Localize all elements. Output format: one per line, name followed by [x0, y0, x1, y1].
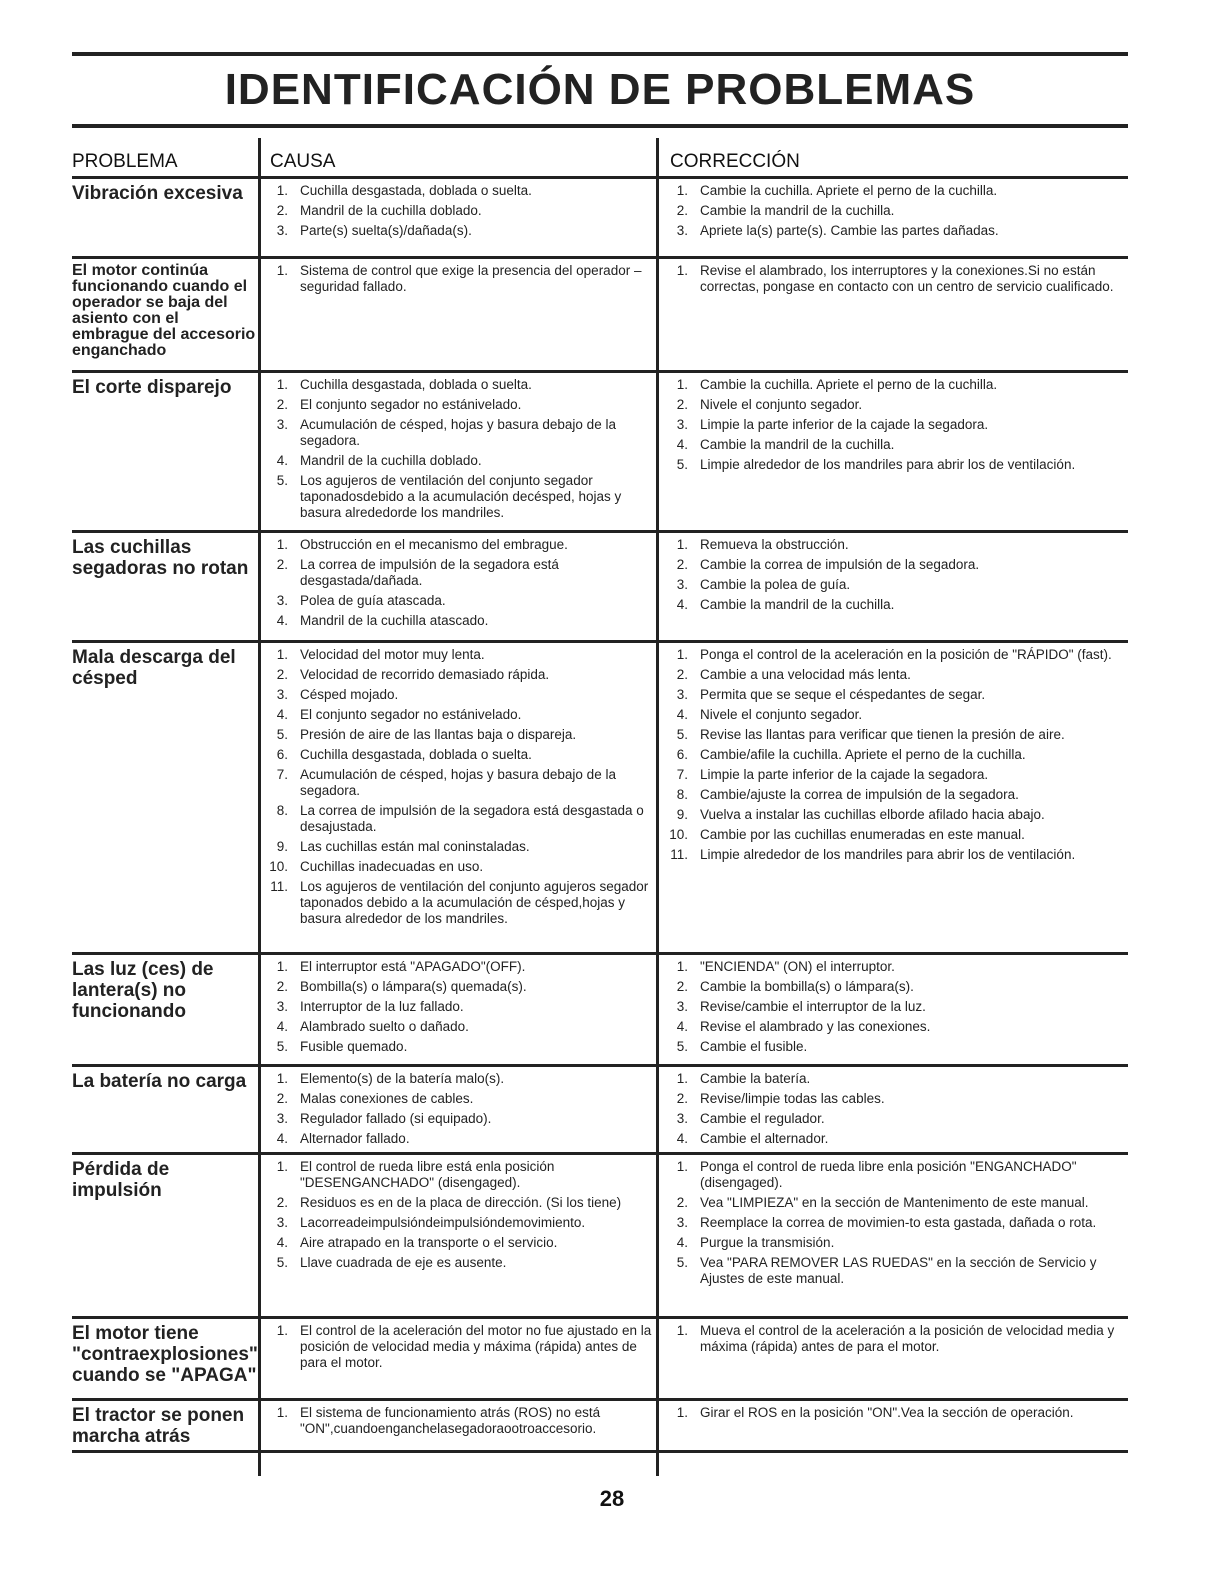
fix-item: 4. Revise el alambrado y las conexiones. [666, 1019, 1124, 1035]
fix-text: Vea "LIMPIEZA" en la sección de Mantenimento de este manual. [700, 1195, 1089, 1210]
fix-list [658, 259, 1128, 370]
fix-item: 3. Limpie la parte inferior de la cajade la segadora. [666, 417, 1124, 433]
fix-item: 1. Ponga el control de rueda libre enla posición "ENGANCHADO"(disengaged). [666, 1159, 1124, 1191]
fix-item: 2. Revise/limpie todas las cables. [666, 1091, 1124, 1107]
cause-text: Alambrado suelto o dañado. [300, 1019, 469, 1034]
fix-item: 4. Purgue la transmisión. [666, 1235, 1124, 1251]
cause-item: 7. Acumulación de césped, hojas y basura debajo de la segadora. [266, 767, 652, 799]
cause-item: 4. Mandril de la cuchilla atascado. [266, 613, 652, 629]
cause-item: 4. Alambrado suelto o dañado. [266, 1019, 652, 1035]
cause-text: Residuos es en de la placa de dirección. (Si los tiene) [300, 1195, 622, 1210]
cause-text: El control de la aceleración del motor no fue ajustado en la posición de velocidad media y máxima (rápida) antes de para el motor. [300, 1323, 652, 1370]
fix-item: 1. Revise el alambrado, los interruptores y la conexiones.Si no están correctas, pongase en contacto con un centro de servicio cualificado. [666, 263, 1124, 295]
fix-text: Revise las llantas para verificar que tienen la presión de aire. [700, 727, 1065, 742]
fix-list [658, 1155, 1128, 1316]
cause-text: Acumulación de césped, hojas y basura debajo de la segadora. [300, 417, 616, 448]
fix-text: Cambie a una velocidad más lenta. [700, 667, 911, 682]
table-row [72, 1319, 1128, 1401]
fix-text: Cambie la batería. [700, 1071, 811, 1086]
fix-text: Limpie la parte inferior de la cajade la segadora. [700, 417, 989, 432]
cause-text: Sistema de control que exige la presencia del operador –seguridad fallado. [300, 263, 642, 294]
fix-item: 3. Cambie la polea de guía. [666, 577, 1124, 593]
cause-text: Los agujeros de ventilación del conjunto segador taponadosdebido a la acumulación decésped, hojas y basura alrededorde los mandriles. [300, 473, 622, 520]
fix-item: 9. Vuelva a instalar las cuchillas elborde afilado hacia abajo. [666, 807, 1124, 823]
cause-text: Parte(s) suelta(s)/dañada(s). [300, 223, 472, 238]
fix-text: Nivele el conjunto segador. [700, 707, 863, 722]
fix-text: Nivele el conjunto segador. [700, 397, 863, 412]
fix-text: Cambie la polea de guía. [700, 577, 851, 592]
cause-text: Cuchillas inadecuadas en uso. [300, 859, 484, 874]
cause-item: 1. El interruptor está "APAGADO"(OFF). [266, 959, 652, 975]
fix-list [658, 955, 1128, 1064]
fix-item: 3. Apriete la(s) parte(s). Cambie las partes dañadas. [666, 223, 1124, 239]
fix-item: 1. Cambie la batería. [666, 1071, 1124, 1087]
cause-item: 2. El conjunto segador no estánivelado. [266, 397, 652, 413]
header-cause: CAUSA [270, 151, 336, 172]
cause-item: 1. Sistema de control que exige la presencia del operador –seguridad fallado. [266, 263, 652, 295]
cause-item: 5. Los agujeros de ventilación del conjunto segador taponadosdebido a la acumulación decésped, hojas y basura alrededorde los mandriles. [266, 473, 652, 521]
problem-label: Vibración excesiva [72, 183, 243, 204]
fix-text: Apriete la(s) parte(s). Cambie las partes dañadas. [700, 223, 999, 238]
fix-item: 7. Limpie la parte inferior de la cajade la segadora. [666, 767, 1124, 783]
cause-item: 1. Cuchilla desgastada, doblada o suelta. [266, 183, 652, 199]
cause-text: Los agujeros de ventilación del conjunto agujeros segador taponados debido a la acumulación de césped,hojas y basura alrededor de los mandriles. [300, 879, 649, 926]
cause-list [258, 533, 658, 640]
fix-text: Permita que se seque el céspedantes de segar. [700, 687, 986, 702]
cause-text: Malas conexiones de cables. [300, 1091, 474, 1106]
cause-list [258, 179, 658, 256]
fix-item: 8. Cambie/ajuste la correa de impulsión de la segadora. [666, 787, 1124, 803]
column-divider [656, 138, 659, 1476]
fix-item: 2. Nivele el conjunto segador. [666, 397, 1124, 413]
cause-list [258, 1401, 658, 1450]
cause-item: 3. Acumulación de césped, hojas y basura debajo de la segadora. [266, 417, 652, 449]
fix-text: Cambie la mandril de la cuchilla. [700, 203, 895, 218]
cause-list [258, 643, 658, 952]
table-row [72, 643, 1128, 955]
cause-text: La correa de impulsión de la segadora está desgastada o desajustada. [300, 803, 644, 834]
cause-text: Velocidad del motor muy lenta. [300, 647, 485, 662]
fix-text: Mueva el control de la aceleración a la posición de velocidad media y máxima (rápida) antes de para el motor. [700, 1323, 1115, 1354]
cause-item: 4. Aire atrapado en la transporte o el servicio. [266, 1235, 652, 1251]
table-body [72, 179, 1128, 1453]
fix-text: Limpie alrededor de los mandriles para abrir los de ventilación. [700, 847, 1076, 862]
header-problem: PROBLEMA [72, 151, 178, 172]
table-row [72, 1067, 1128, 1155]
cause-item: 1. Cuchilla desgastada, doblada o suelta. [266, 377, 652, 393]
cause-item: 2. La correa de impulsión de la segadora está desgastada/dañada. [266, 557, 652, 589]
cause-item: 4. Mandril de la cuchilla doblado. [266, 453, 652, 469]
fix-item: 5. Revise las llantas para verificar que tienen la presión de aire. [666, 727, 1124, 743]
fix-list [658, 1319, 1128, 1398]
cause-item: 2. Malas conexiones de cables. [266, 1091, 652, 1107]
title-band [72, 52, 1128, 128]
problem-label: El corte disparejo [72, 377, 232, 398]
cause-item: 2. Residuos es en de la placa de dirección. (Si los tiene) [266, 1195, 652, 1211]
header-fix: CORRECCIÓN [670, 151, 800, 172]
cause-text: Las cuchillas están mal coninstaladas. [300, 839, 530, 854]
cause-text: Obstrucción en el mecanismo del embrague. [300, 537, 568, 552]
page-title: IDENTIFICACIÓN DE PROBLEMAS [224, 65, 976, 114]
problem-label: Las cuchillas segadoras no rotan [72, 537, 249, 579]
cause-text: Cuchilla desgastada, doblada o suelta. [300, 377, 532, 392]
problem-label: El motor tiene "contraexplosiones" cuando se "APAGA" [72, 1323, 258, 1386]
cause-item: 1. Elemento(s) de la batería malo(s). [266, 1071, 652, 1087]
problem-label: El tractor se ponen marcha atrás [72, 1405, 245, 1447]
cause-text: Fusible quemado. [300, 1039, 408, 1054]
fix-text: Cambie el alternador. [700, 1131, 829, 1146]
cause-item: 1. Obstrucción en el mecanismo del embrague. [266, 537, 652, 553]
fix-text: Reemplace la correa de movimien-to esta gastada, dañada o rota. [700, 1215, 1097, 1230]
cause-text: El conjunto segador no estánivelado. [300, 707, 522, 722]
cause-item: 2. Mandril de la cuchilla doblado. [266, 203, 652, 219]
fix-text: Cambie la cuchilla. Apriete el perno de la cuchilla. [700, 377, 998, 392]
cause-text: Mandril de la cuchilla doblado. [300, 453, 482, 468]
problem-label: Pérdida de impulsión [72, 1159, 170, 1201]
cause-text: Césped mojado. [300, 687, 399, 702]
problem-label: Las luz (ces) de lantera(s) no funcionando [72, 959, 214, 1022]
fix-text: Limpie la parte inferior de la cajade la segadora. [700, 767, 989, 782]
cause-item: 2. Bombilla(s) o lámpara(s) quemada(s). [266, 979, 652, 995]
table-row [72, 533, 1128, 643]
fix-item: 2. Cambie la bombilla(s) o lámpara(s). [666, 979, 1124, 995]
fix-text: Revise/limpie todas las cables. [700, 1091, 885, 1106]
fix-text: Ponga el control de la aceleración en la posición de "RÁPIDO" (fast). [700, 647, 1112, 662]
fix-item: 3. Revise/cambie el interruptor de la luz. [666, 999, 1124, 1015]
cause-list [258, 955, 658, 1064]
table-row [72, 955, 1128, 1067]
cause-text: Lacorreadeimpulsióndeimpulsióndemovimiento. [300, 1215, 586, 1230]
fix-item: 5. Cambie el fusible. [666, 1039, 1124, 1055]
fix-text: Cambie la mandril de la cuchilla. [700, 437, 895, 452]
fix-text: Cambie la bombilla(s) o lámpara(s). [700, 979, 914, 994]
fix-item: 5. Vea "PARA REMOVER LAS RUEDAS" en la sección de Servicio y Ajustes de este manual. [666, 1255, 1124, 1287]
cause-item: 3. Regulador fallado (si equipado). [266, 1111, 652, 1127]
fix-item: 1. Cambie la cuchilla. Apriete el perno de la cuchilla. [666, 183, 1124, 199]
fix-item: 1. Remueva la obstrucción. [666, 537, 1124, 553]
fix-text: Revise el alambrado y las conexiones. [700, 1019, 931, 1034]
fix-item: 1. Girar el ROS en la posición "ON".Vea la sección de operación. [666, 1405, 1124, 1421]
cause-text: El interruptor está "APAGADO"(OFF). [300, 959, 526, 974]
fix-text: Cambie/afile la cuchilla. Apriete el perno de la cuchilla. [700, 747, 1026, 762]
cause-item: 8. La correa de impulsión de la segadora está desgastada o desajustada. [266, 803, 652, 835]
cause-text: El control de rueda libre está enla posición "DESENGANCHADO" (disengaged). [300, 1159, 555, 1190]
cause-text: La correa de impulsión de la segadora está desgastada/dañada. [300, 557, 559, 588]
fix-list [658, 643, 1128, 952]
cause-item: 3. Lacorreadeimpulsióndeimpulsióndemovimiento. [266, 1215, 652, 1231]
cause-text: Cuchilla desgastada, doblada o suelta. [300, 183, 532, 198]
page-number: 28 [599, 1486, 625, 1511]
cause-text: Llave cuadrada de eje es ausente. [300, 1255, 507, 1270]
fix-item: 1. Ponga el control de la aceleración en la posición de "RÁPIDO" (fast). [666, 647, 1124, 663]
fix-item: 4. Cambie la mandril de la cuchilla. [666, 597, 1124, 613]
cause-item: 3. Parte(s) suelta(s)/dañada(s). [266, 223, 652, 239]
fix-item: 1. Cambie la cuchilla. Apriete el perno de la cuchilla. [666, 377, 1124, 393]
fix-text: Cambie la cuchilla. Apriete el perno de la cuchilla. [700, 183, 998, 198]
cause-list [258, 1067, 658, 1152]
fix-item: 6. Cambie/afile la cuchilla. Apriete el perno de la cuchilla. [666, 747, 1124, 763]
table-row [72, 259, 1128, 373]
troubleshooting-table [72, 138, 1128, 1453]
cause-text: Regulador fallado (si equipado). [300, 1111, 492, 1126]
cause-item: 5. Fusible quemado. [266, 1039, 652, 1055]
cause-item: 1. El sistema de funcionamiento atrás (ROS) no está "ON",cuandoenganchelasegadoraootroaccesorio. [266, 1405, 652, 1437]
cause-list [258, 259, 658, 370]
fix-text: Girar el ROS en la posición "ON".Vea la sección de operación. [700, 1405, 1074, 1420]
cause-list [258, 1155, 658, 1316]
cause-item: 9. Las cuchillas están mal coninstaladas. [266, 839, 652, 855]
fix-item: 3. Permita que se seque el céspedantes de segar. [666, 687, 1124, 703]
problem-label: Mala descarga del césped [72, 647, 236, 689]
fix-list [658, 373, 1128, 530]
cause-item: 11. Los agujeros de ventilación del conjunto agujeros segador taponados debido a la acumulación de césped,hojas y basura alrededor de los mandriles. [266, 879, 652, 927]
cause-item: 5. Llave cuadrada de eje es ausente. [266, 1255, 652, 1271]
cause-text: El sistema de funcionamiento atrás (ROS) no está "ON",cuandoenganchelasegadoraootroaccesorio. [300, 1405, 601, 1436]
cause-list [258, 1319, 658, 1398]
cause-text: Elemento(s) de la batería malo(s). [300, 1071, 505, 1086]
fix-text: Cambie por las cuchillas enumeradas en este manual. [700, 827, 1025, 842]
cause-item: 3. Polea de guía atascada. [266, 593, 652, 609]
table-row [72, 179, 1128, 259]
fix-text: Ponga el control de rueda libre enla posición "ENGANCHADO"(disengaged). [700, 1159, 1077, 1190]
fix-text: Limpie alrededor de los mandriles para abrir los de ventilación. [700, 457, 1076, 472]
cause-text: Mandril de la cuchilla doblado. [300, 203, 482, 218]
fix-text: Cambie/ajuste la correa de impulsión de la segadora. [700, 787, 1019, 802]
fix-list [658, 1067, 1128, 1152]
fix-text: Cambie la mandril de la cuchilla. [700, 597, 895, 612]
cause-text: Alternador fallado. [300, 1131, 410, 1146]
cause-list [258, 373, 658, 530]
fix-item: 2. Cambie la correa de impulsión de la segadora. [666, 557, 1124, 573]
fix-list [658, 1401, 1128, 1450]
fix-item: 4. Cambie la mandril de la cuchilla. [666, 437, 1124, 453]
fix-item: 10. Cambie por las cuchillas enumeradas en este manual. [666, 827, 1124, 843]
fix-item: 4. Cambie el alternador. [666, 1131, 1124, 1147]
cause-item: 5. Presión de aire de las llantas baja o dispareja. [266, 727, 652, 743]
fix-item: 2. Vea "LIMPIEZA" en la sección de Mantenimento de este manual. [666, 1195, 1124, 1211]
cause-item: 4. El conjunto segador no estánivelado. [266, 707, 652, 723]
cause-text: Interruptor de la luz fallado. [300, 999, 464, 1014]
problem-label: El motor continúa funcionando cuando el operador se baja del asiento con el embrague del accesorio enganchado [72, 262, 256, 359]
fix-text: "ENCIENDA" (ON) el interruptor. [700, 959, 895, 974]
cause-item: 4. Alternador fallado. [266, 1131, 652, 1147]
fix-item: 4. Nivele el conjunto segador. [666, 707, 1124, 723]
problem-label: La batería no carga [72, 1071, 247, 1092]
fix-item: 2. Cambie a una velocidad más lenta. [666, 667, 1124, 683]
fix-item: 5. Limpie alrededor de los mandriles para abrir los de ventilación. [666, 457, 1124, 473]
cause-text: Bombilla(s) o lámpara(s) quemada(s). [300, 979, 527, 994]
cause-item: 3. Interruptor de la luz fallado. [266, 999, 652, 1015]
fix-text: Cambie el fusible. [700, 1039, 808, 1054]
fix-item: 2. Cambie la mandril de la cuchilla. [666, 203, 1124, 219]
cause-item: 1. El control de la aceleración del motor no fue ajustado en la posición de velocidad media y máxima (rápida) antes de para el motor. [276, 1323, 652, 1370]
fix-item: 1. "ENCIENDA" (ON) el interruptor. [666, 959, 1124, 975]
fix-item: 1. Mueva el control de la aceleración a la posición de velocidad media y máxima (rápida) antes de para el motor. [666, 1323, 1124, 1355]
cause-item: 1. Velocidad del motor muy lenta. [266, 647, 652, 663]
cause-text: El conjunto segador no estánivelado. [300, 397, 522, 412]
cause-text: Cuchilla desgastada, doblada o suelta. [300, 747, 532, 762]
table-row [72, 1155, 1128, 1319]
cause-item: 3. Césped mojado. [266, 687, 652, 703]
cause-text: Acumulación de césped, hojas y basura debajo de la segadora. [300, 767, 616, 798]
fix-text: Cambie la correa de impulsión de la segadora. [700, 557, 980, 572]
table-row [72, 373, 1128, 533]
table-row [72, 1401, 1128, 1453]
table-header [72, 138, 1128, 179]
fix-item: 3. Cambie el regulador. [666, 1111, 1124, 1127]
cause-item: 10. Cuchillas inadecuadas en uso. [266, 859, 652, 875]
fix-text: Vea "PARA REMOVER LAS RUEDAS" en la sección de Servicio y Ajustes de este manual. [700, 1255, 1097, 1286]
cause-text: Aire atrapado en la transporte o el servicio. [300, 1235, 558, 1250]
fix-text: Vuelva a instalar las cuchillas elborde afilado hacia abajo. [700, 807, 1045, 822]
fix-text: Purgue la transmisión. [700, 1235, 835, 1250]
cause-item: 1. El control de rueda libre está enla posición "DESENGANCHADO" (disengaged). [266, 1159, 652, 1191]
cause-item: 6. Cuchilla desgastada, doblada o suelta. [266, 747, 652, 763]
column-divider [258, 138, 261, 1476]
fix-text: Remueva la obstrucción. [700, 537, 849, 552]
fix-text: Revise el alambrado, los interruptores y la conexiones.Si no están correctas, pongase en contacto con un centro de servicio cualificado. [700, 263, 1114, 294]
cause-text: Polea de guía atascada. [300, 593, 446, 608]
cause-text: Mandril de la cuchilla atascado. [300, 613, 489, 628]
fix-list [658, 533, 1128, 640]
cause-item: 2. Velocidad de recorrido demasiado rápida. [266, 667, 652, 683]
cause-text: Presión de aire de las llantas baja o dispareja. [300, 727, 577, 742]
cause-text: Velocidad de recorrido demasiado rápida. [300, 667, 550, 682]
fix-item: 3. Reemplace la correa de movimien-to esta gastada, dañada o rota. [666, 1215, 1124, 1231]
fix-item: 11. Limpie alrededor de los mandriles para abrir los de ventilación. [666, 847, 1124, 863]
fix-list [658, 179, 1128, 256]
fix-text: Cambie el regulador. [700, 1111, 825, 1126]
fix-text: Revise/cambie el interruptor de la luz. [700, 999, 926, 1014]
